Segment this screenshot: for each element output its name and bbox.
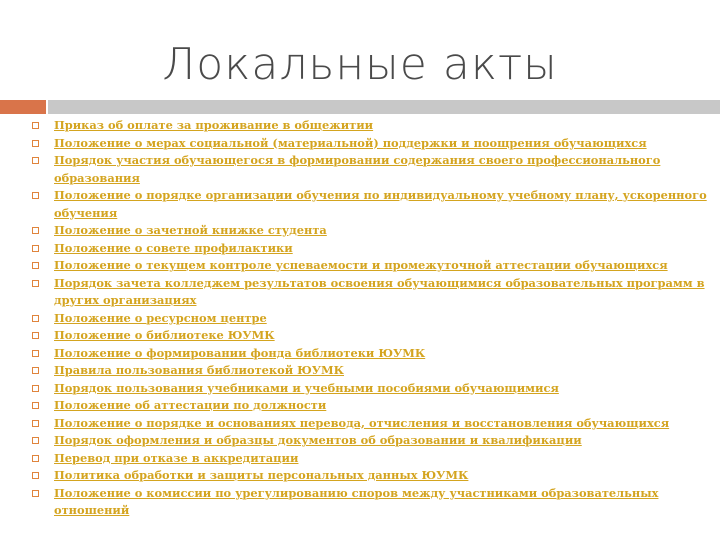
square-bullet-icon [32,192,39,199]
square-bullet-icon [32,367,39,374]
list-item [30,432,715,450]
document-link[interactable]: Положение о ресурсном центре [54,310,267,325]
list-item [30,257,715,275]
title-divider-accent [0,100,46,114]
list-item [30,135,715,153]
document-link[interactable]: Положение о зачетной книжке студента [54,223,327,237]
document-link[interactable]: Положение о порядке и основаниях перевода, отчисления и восстановления обучающихся [54,415,670,430]
document-link[interactable]: Перевод при отказе в аккредитации [54,450,299,465]
list-item [30,327,715,345]
square-bullet-icon [32,350,39,357]
list-item [30,345,715,363]
square-bullet-icon [32,385,39,392]
document-link[interactable]: Порядок пользования учебниками и учебными пособиями обучающимися [54,380,559,395]
square-bullet-icon [32,245,39,252]
document-link[interactable]: Положение о формировании фонда библиотеки ЮУМК [54,345,426,360]
document-link[interactable]: Положение о порядке организации обучения по индивидуальному учебному плану, ускоренного обучения [54,188,707,220]
list-item [30,362,715,380]
document-link[interactable]: Порядок зачета колледжем результатов освоения обучающимися образовательных программ в других организациях [54,275,705,307]
square-bullet-icon [32,472,39,479]
list-item [30,397,715,415]
list-item [30,310,715,328]
document-link[interactable]: Правила пользования библиотекой ЮУМК [54,363,345,377]
square-bullet-icon [32,437,39,444]
document-link[interactable]: Положение о мерах социальной (материальной) поддержки и поощрения обучающихся [54,135,647,150]
document-link[interactable]: Приказ об оплате за проживание в общежитии [54,118,374,132]
list-item [30,275,715,310]
list-item [30,467,715,485]
document-link[interactable]: Порядок участия обучающегося в формировании содержания своего профессионального образования [54,153,661,185]
document-link[interactable]: Политика обработки и защиты персональных данных ЮУМК [54,468,469,482]
square-bullet-icon [32,420,39,427]
square-bullet-icon [32,315,39,322]
square-bullet-icon [32,455,39,462]
square-bullet-icon [32,122,39,129]
list-item [30,380,715,398]
document-link[interactable]: Положение о библиотеке ЮУМК [54,328,275,342]
square-bullet-icon [32,280,39,287]
document-link[interactable]: Положение о текущем контроле успеваемости и промежуточной аттестации обучающихся [54,258,668,272]
document-link[interactable]: Положение о комиссии по урегулированию споров между участниками образовательных отношений [54,485,659,517]
square-bullet-icon [32,157,39,164]
list-item [30,240,715,258]
list-item [30,117,715,135]
square-bullet-icon [32,402,39,409]
square-bullet-icon [32,332,39,339]
title-divider-line [48,100,720,114]
page-title: Локальные акты [162,39,558,90]
list-item [30,187,715,222]
list-item [30,152,715,187]
square-bullet-icon [32,262,39,269]
square-bullet-icon [32,227,39,234]
list-item [30,450,715,468]
list-item [30,485,715,520]
document-link[interactable]: Порядок оформления и образцы документов об образовании и квалификации [54,433,582,447]
document-link[interactable]: Положение о совете профилактики [54,240,293,255]
square-bullet-icon [32,140,39,147]
document-link-list [30,117,715,520]
list-item [30,222,715,240]
list-item [30,415,715,433]
document-link[interactable]: Положение об аттестации по должности [54,398,327,412]
square-bullet-icon [32,490,39,497]
